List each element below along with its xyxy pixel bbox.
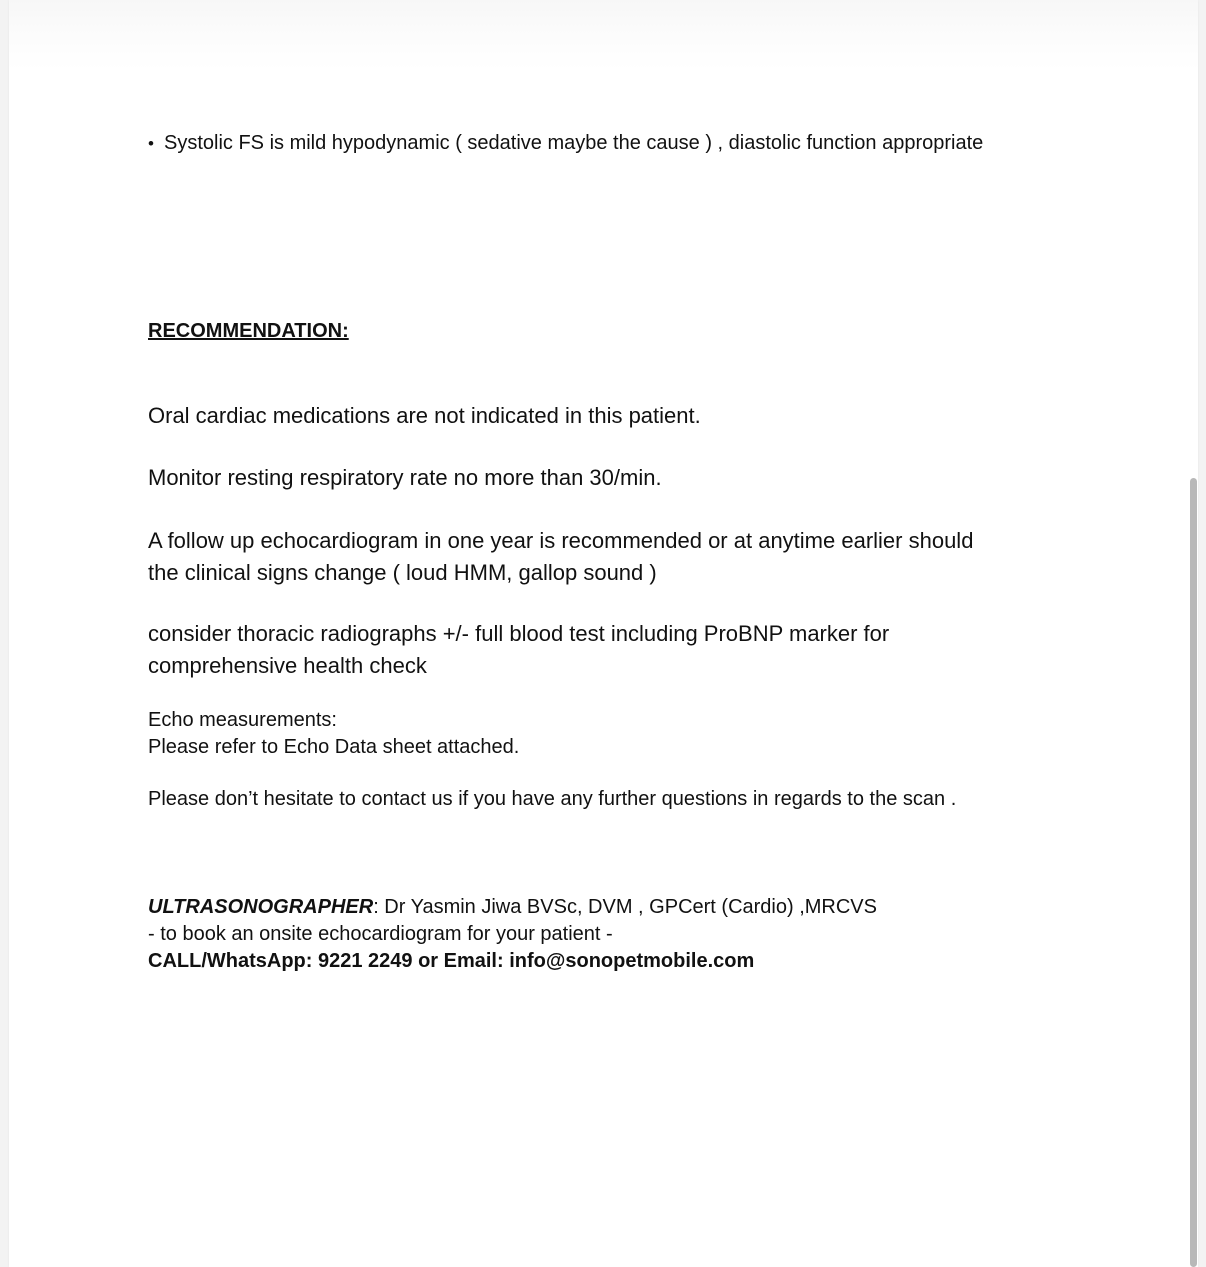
echo-measurements-note: Please refer to Echo Data sheet attached. (148, 736, 520, 758)
findings-item (148, 132, 983, 155)
signature-name: : Dr Yasmin Jiwa BVSc, DVM , GPCert (Cardio) ,MRCVS (373, 896, 877, 918)
vertical-scrollbar[interactable] (1188, 0, 1198, 1267)
recommendation-radiographs (148, 618, 889, 682)
recommendation-radiographs-line-1: consider thoracic radiographs +/- full blood test including ProBNP marker for (148, 621, 890, 646)
recommendation-medications: Oral cardiac medications are not indicated in this patient. (148, 403, 701, 428)
recommendation-follow-up-line-1: A follow up echocardiogram in one year is recommended or at anytime earlier should (148, 528, 974, 553)
signature-role: ULTRASONOGRAPHER (148, 896, 374, 918)
signature-block (148, 894, 877, 975)
echo-measurements-label: Echo measurements: (148, 709, 337, 731)
recommendation-radiographs-line-2: comprehensive health check (148, 653, 427, 678)
scrollbar-thumb[interactable] (1190, 478, 1197, 1267)
recommendation-heading: RECOMMENDATION: (148, 320, 349, 342)
bullet-icon: • (148, 134, 154, 153)
page-top-shadow (9, 0, 1198, 70)
findings-item-text: Systolic FS is mild hypodynamic ( sedative maybe the cause ) , diastolic function appropriate (164, 132, 984, 154)
signature-contact: CALL/WhatsApp: 9221 2249 or Email: info@sonopetmobile.com (148, 950, 755, 972)
echo-measurements (148, 707, 519, 761)
document-page (9, 0, 1198, 1267)
contact-note: Please don’t hesitate to contact us if you have any further questions in regards to the scan . (148, 788, 957, 810)
signature-booking: - to book an onsite echocardiogram for your patient - (148, 923, 613, 945)
recommendation-follow-up-line-2: the clinical signs change ( loud HMM, gallop sound ) (148, 560, 657, 585)
signature-name-line (148, 894, 877, 921)
recommendation-follow-up (148, 525, 973, 589)
recommendation-respiratory-rate: Monitor resting respiratory rate no more than 30/min. (148, 465, 662, 490)
